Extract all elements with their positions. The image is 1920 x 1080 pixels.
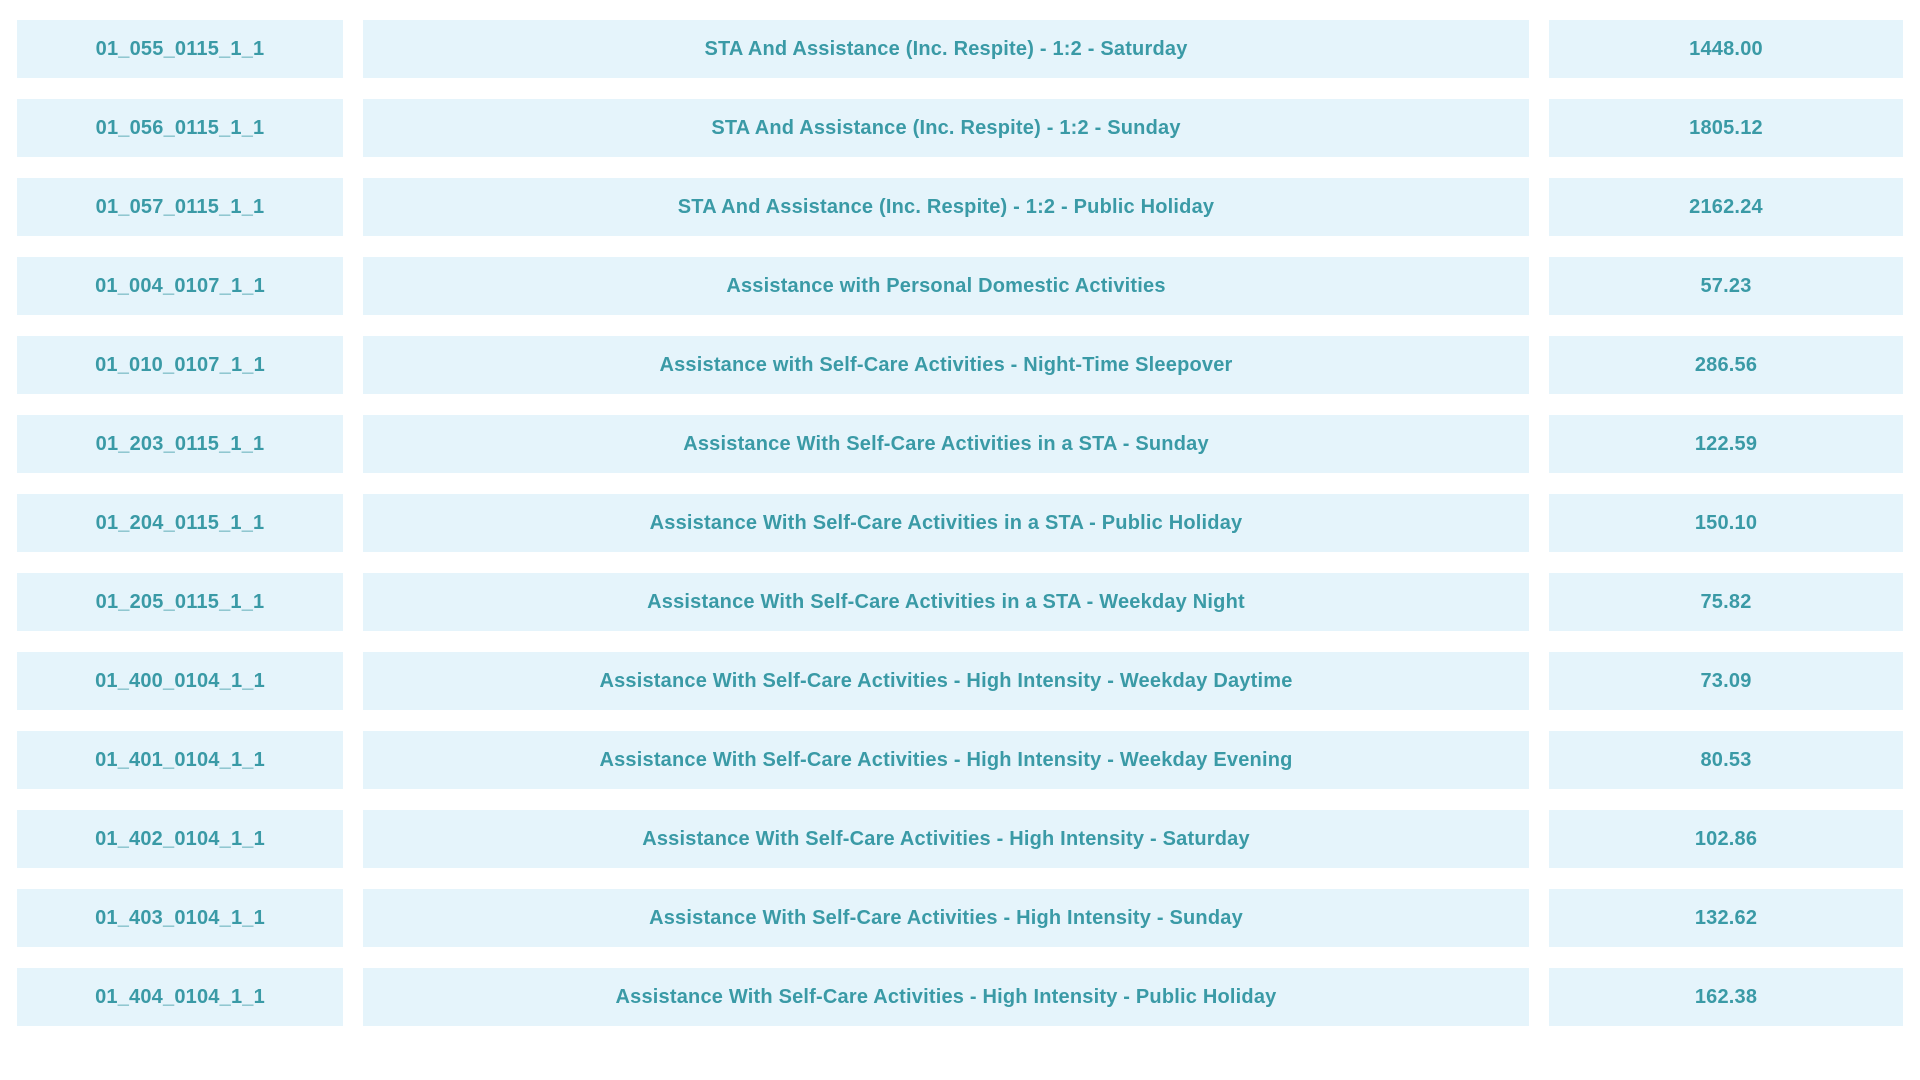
item-description-cell: STA And Assistance (Inc. Respite) - 1:2 - Public Holiday — [363, 178, 1529, 236]
price-table — [17, 20, 1903, 1047]
item-code-cell: 01_004_0107_1_1 — [17, 257, 343, 315]
item-price-cell: 122.59 — [1549, 415, 1903, 473]
table-row — [17, 20, 1903, 78]
item-description-cell: Assistance With Self-Care Activities in a STA - Weekday Night — [363, 573, 1529, 631]
item-price-cell: 102.86 — [1549, 810, 1903, 868]
item-description-cell: Assistance with Personal Domestic Activities — [363, 257, 1529, 315]
item-code-cell: 01_205_0115_1_1 — [17, 573, 343, 631]
item-price-cell: 1805.12 — [1549, 99, 1903, 157]
item-price-cell: 1448.00 — [1549, 20, 1903, 78]
item-price-cell: 57.23 — [1549, 257, 1903, 315]
item-description-cell: Assistance With Self-Care Activities - High Intensity - Weekday Evening — [363, 731, 1529, 789]
table-row — [17, 731, 1903, 789]
table-row — [17, 889, 1903, 947]
item-description-cell: Assistance With Self-Care Activities - High Intensity - Public Holiday — [363, 968, 1529, 1026]
table-row — [17, 257, 1903, 315]
table-row — [17, 810, 1903, 868]
item-code-cell: 01_402_0104_1_1 — [17, 810, 343, 868]
table-row — [17, 99, 1903, 157]
item-code-cell: 01_057_0115_1_1 — [17, 178, 343, 236]
table-row — [17, 336, 1903, 394]
table-row — [17, 494, 1903, 552]
table-row — [17, 573, 1903, 631]
item-code-cell: 01_056_0115_1_1 — [17, 99, 343, 157]
item-description-cell: Assistance With Self-Care Activities in a STA - Public Holiday — [363, 494, 1529, 552]
item-code-cell: 01_055_0115_1_1 — [17, 20, 343, 78]
item-description-cell: STA And Assistance (Inc. Respite) - 1:2 - Sunday — [363, 99, 1529, 157]
table-row — [17, 178, 1903, 236]
item-code-cell: 01_203_0115_1_1 — [17, 415, 343, 473]
item-code-cell: 01_401_0104_1_1 — [17, 731, 343, 789]
item-description-cell: Assistance with Self-Care Activities - Night-Time Sleepover — [363, 336, 1529, 394]
item-price-cell: 80.53 — [1549, 731, 1903, 789]
item-price-cell: 150.10 — [1549, 494, 1903, 552]
item-price-cell: 286.56 — [1549, 336, 1903, 394]
item-description-cell: Assistance With Self-Care Activities in a STA - Sunday — [363, 415, 1529, 473]
item-price-cell: 2162.24 — [1549, 178, 1903, 236]
table-row — [17, 968, 1903, 1026]
item-description-cell: Assistance With Self-Care Activities - High Intensity - Saturday — [363, 810, 1529, 868]
item-description-cell: Assistance With Self-Care Activities - High Intensity - Weekday Daytime — [363, 652, 1529, 710]
item-code-cell: 01_400_0104_1_1 — [17, 652, 343, 710]
item-price-cell: 132.62 — [1549, 889, 1903, 947]
table-row — [17, 415, 1903, 473]
table-row — [17, 652, 1903, 710]
item-description-cell: Assistance With Self-Care Activities - High Intensity - Sunday — [363, 889, 1529, 947]
item-code-cell: 01_010_0107_1_1 — [17, 336, 343, 394]
item-description-cell: STA And Assistance (Inc. Respite) - 1:2 - Saturday — [363, 20, 1529, 78]
item-price-cell: 73.09 — [1549, 652, 1903, 710]
item-code-cell: 01_204_0115_1_1 — [17, 494, 343, 552]
item-code-cell: 01_404_0104_1_1 — [17, 968, 343, 1026]
item-price-cell: 162.38 — [1549, 968, 1903, 1026]
item-code-cell: 01_403_0104_1_1 — [17, 889, 343, 947]
item-price-cell: 75.82 — [1549, 573, 1903, 631]
